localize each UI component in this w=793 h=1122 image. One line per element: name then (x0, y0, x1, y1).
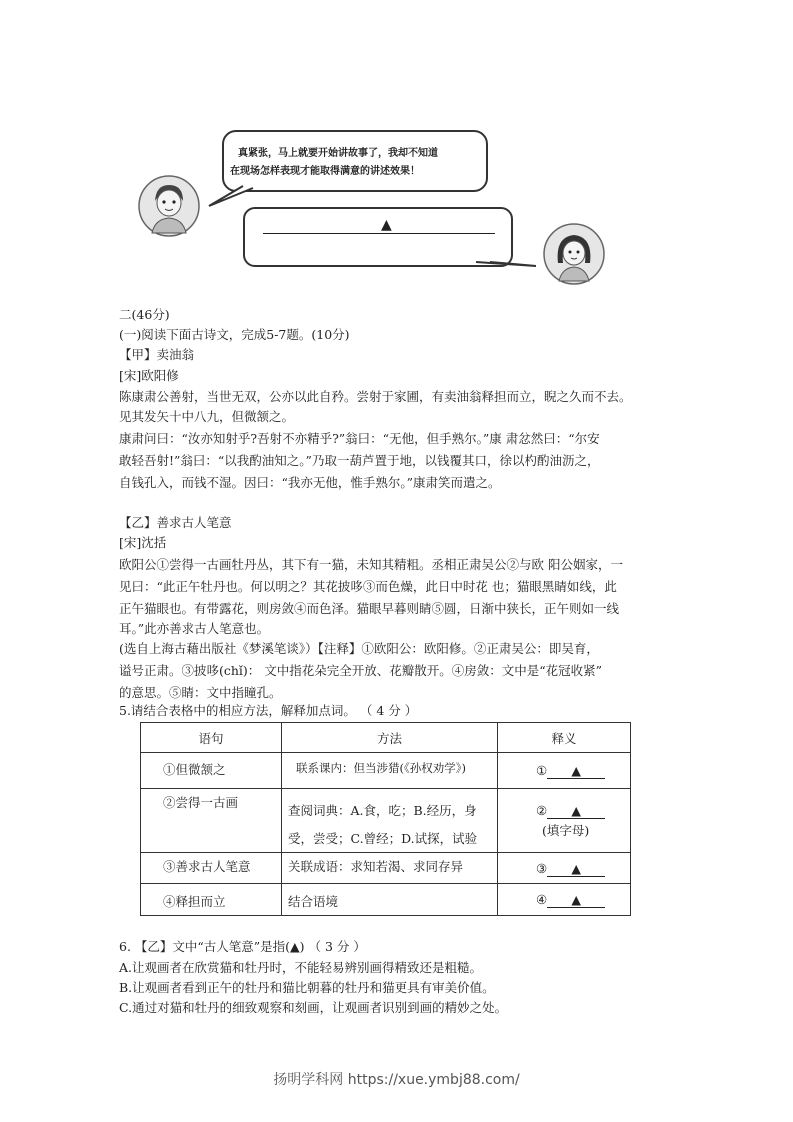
row-answer-mark: ② (536, 803, 548, 818)
part1-instructions: (一)阅读下面古诗文，完成5-7题。(10分) (119, 327, 350, 342)
girl-answer-blank: ▲ (381, 217, 392, 233)
text-jia-author: [宋]欧阳修 (119, 368, 179, 383)
boy-avatar (138, 173, 200, 239)
text-jia-body (119, 387, 632, 493)
row-method: 联系课内：但当涉猎(《孙权劝学》) (282, 753, 498, 789)
boy-speech-line1: 真紧张，马上就要开始讲故事了，我却不知道 (238, 148, 438, 159)
text-yi-body (119, 555, 623, 703)
header-sentence: 语句 (141, 723, 282, 753)
row-method: 结合语境 (282, 884, 498, 916)
row-answer-blank[interactable]: ▲ (547, 861, 605, 877)
row-sentence: ②尝得一古画 (141, 789, 282, 853)
text-jia-line: 自钱孔入，而钱不湿。因曰：“我亦无他，惟手熟尔。”康肃笑而遣之。 (119, 475, 501, 490)
q6-prompt: 6. 【乙】文中“古人笔意”是指(▲) （ 3 分 ） (119, 939, 366, 954)
text-yi-line: 欧阳公①尝得一古画牡丹丛，其下有一猫，未知其精粗。丞相正肃吴公②与欧 阳公姻家，一 (119, 557, 623, 572)
girl-avatar (543, 223, 605, 285)
table-row (141, 789, 631, 853)
row-sentence: ④释担而立 (141, 884, 282, 916)
section-title: 二(46分) (119, 307, 170, 322)
row-answer-blank[interactable]: ▲ (547, 763, 605, 779)
table-header-row (141, 723, 631, 753)
row-method: 关联成语：求知若渴、求同存异 (282, 853, 498, 884)
row-answer-cell (498, 884, 631, 916)
header-meaning: 释义 (498, 723, 631, 753)
row-answer-cell (498, 789, 631, 853)
text-jia-line: 陈康肃公善射，当世无双，公亦以此自矜。尝射于家圃，有卖油翁释担而立，睨之久而不去。 (119, 389, 632, 404)
row-method-line1: 查阅词典：A.食，吃；B.经历，身 (288, 803, 477, 818)
q5-table (140, 722, 631, 916)
text-yi-line: 见曰：“此正午牡丹也。何以明之？其花披哆③而色燥，此日中时花 也；猫眼黑睛如线，此 (119, 579, 617, 594)
text-yi-line: 耳。”此亦善求古人笔意也。 (119, 621, 270, 636)
text-yi-author: [宋]沈括 (119, 535, 167, 550)
row-answer-mark: ① (536, 763, 548, 778)
row-sentence: ①但微颔之 (141, 753, 282, 789)
text-yi-notes: 谥号正肃。③披哆(chǐ)： 文中指花朵完全开放、花瓣散开。④房敛：文中是“花冠收紧” (119, 663, 603, 678)
row-answer-blank[interactable]: ▲ (547, 803, 605, 819)
q6-options (119, 958, 507, 1018)
boy-bubble-tail (205, 180, 265, 210)
q5-prompt: 5.请结合表格中的相应方法，解释加点词。 （ 4 分 ） (119, 703, 418, 718)
row-answer-blank[interactable]: ▲ (547, 892, 605, 908)
text-yi-notes: (选自上海古藉出版社《梦溪笔谈》）【注释】①欧阳公：欧阳修。②正肃吴公：即吴育， (119, 641, 599, 656)
row-answer-cell (498, 853, 631, 884)
header-method: 方法 (282, 723, 498, 753)
text-yi-title: 【乙】善求古人笔意 (119, 515, 232, 530)
text-yi-line: 正午猫眼也。有带露花，则房敛④而色泽。猫眼早暮则睛⑤圆，日渐中狭长，正午则如一线 (119, 601, 620, 616)
table-row (141, 853, 631, 884)
q6-option-a[interactable]: A.让观画者在欣赏猫和牡丹时，不能轻易辨别画得精致还是粗糙。 (119, 960, 483, 975)
text-jia-line: 康肃问曰：“汝亦知射乎?吾射不亦精乎?”翁曰：“无他，但手熟尔。”康 肃忿然曰：“尔安 (119, 431, 600, 446)
row-method (282, 789, 498, 853)
row-answer-cell (498, 753, 631, 789)
row-method-line2: 受，尝受；C.曾经；D.试探，试验 (288, 831, 478, 846)
row-sentence: ③善求古人笔意 (141, 853, 282, 884)
boy-speech-line2: 在现场怎样表现才能取得满意的讲述效果！ (230, 166, 420, 177)
table-row (141, 884, 631, 916)
footer-watermark: 扬明学科网 https://xue.ymbj88.com/ (273, 1072, 520, 1088)
row-answer-note: (填字母) (542, 823, 590, 838)
text-jia-line: 敢轻吾射!”翁曰：“以我酌油知之。”乃取一葫芦置于地，以钱覆其口，徐以杓酌油沥之， (119, 453, 600, 468)
q6-option-c[interactable]: C.通过对猫和牡丹的细致观察和刻画，让观画者识别到画的精妙之处。 (119, 1000, 508, 1015)
table-row (141, 753, 631, 789)
text-jia-title: 【甲】卖油翁 (119, 347, 195, 362)
text-jia-line: 见其发矢十中八九，但微颔之。 (119, 409, 295, 424)
row-answer-mark: ④ (536, 892, 548, 907)
girl-answer-line (263, 233, 495, 234)
q6-option-b[interactable]: B.让观画者看到正午的牡丹和猫比朝暮的牡丹和猫更具有审美价值。 (119, 980, 495, 995)
girl-bubble-tail (470, 248, 540, 278)
text-yi-notes: 的意思。⑤睛：文中指瞳孔。 (119, 685, 282, 700)
row-answer-mark: ③ (536, 861, 548, 876)
